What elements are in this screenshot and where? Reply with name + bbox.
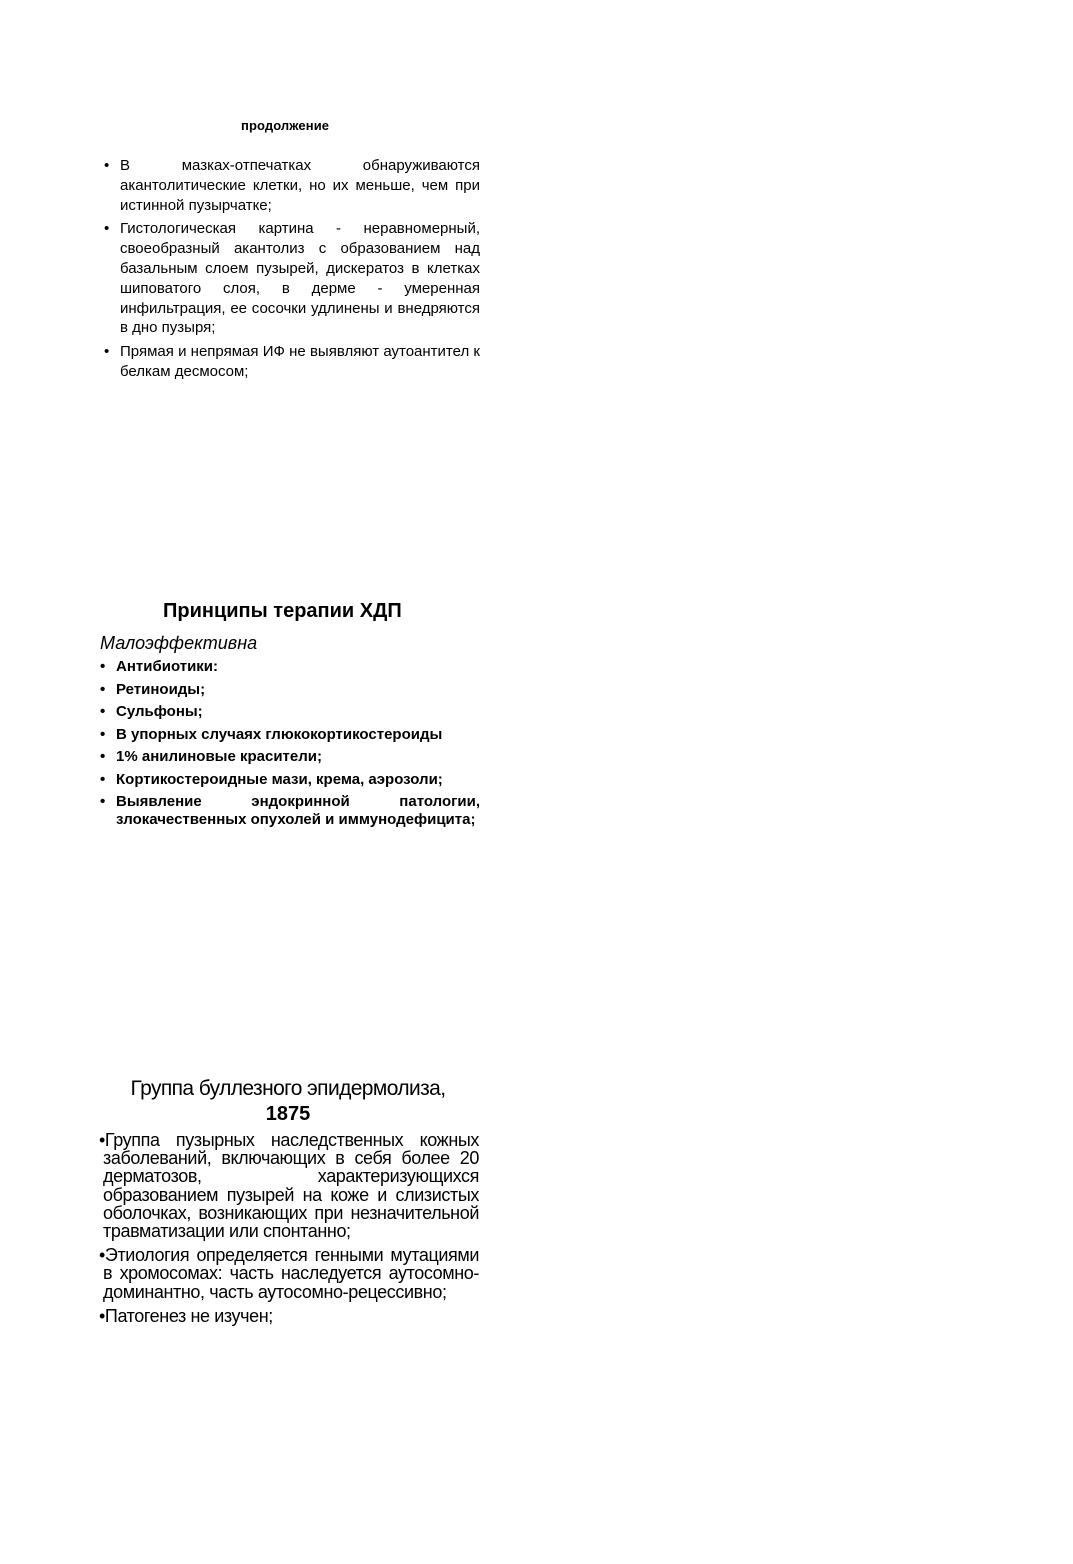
slide-therapy [98, 600, 480, 833]
bullet-list [98, 658, 480, 828]
list-item: • Прямая и непрямая ИФ не выявляют аутоантител к белкам десмосом; [104, 343, 480, 380]
bullet-icon: • [99, 1305, 105, 1326]
bullet-icon: • [104, 157, 110, 174]
list-item: • 1% анилиновые красители; [100, 748, 322, 765]
bullet-icon: • [100, 770, 106, 788]
bullet-icon: • [99, 1130, 105, 1150]
list-item: •Этиология определяется генными мутациями в хромосомах: часть наследуется аутосомно-доминантно, часть аутосомно-рецессивно; [99, 1245, 479, 1302]
bullet-icon: • [100, 658, 106, 675]
list-item: • Выявление эндокринной патологии, злокачественных опухолей и иммунодефицита; [100, 793, 480, 828]
bullet-list [99, 1130, 479, 1326]
bullet-icon: • [99, 1245, 105, 1266]
list-item: • Антибиотики: [100, 658, 219, 675]
bullet-list [98, 156, 480, 382]
slide-epidermolysis [99, 1077, 479, 1331]
bullet-icon: • [100, 703, 106, 720]
bullet-icon: • [100, 748, 106, 765]
list-item: •Патогенез не изучен; [99, 1305, 273, 1326]
slide-continuation [98, 118, 480, 386]
slide-title: Группа буллезного эпидермолиза, [130, 1077, 446, 1100]
slide-heading: продолжение [241, 118, 330, 133]
slide-year: 1875 [265, 1103, 311, 1125]
list-item: • В мазках-отпечатках обнаруживаются акантолитические клетки, но их меньше, чем при истинной пузырчатке; [104, 157, 480, 214]
slide-title: Принципы терапии ХДП [163, 600, 402, 622]
bullet-icon: • [104, 343, 110, 361]
bullet-icon: • [100, 793, 106, 810]
bullet-icon: • [104, 220, 110, 238]
bullet-icon: • [100, 725, 106, 743]
list-item: •Группа пузырных наследственных кожных заболеваний, включающих в себя более 20 дерматозов, характеризующихся образованием пузырей на коже и слизистых оболочках, возникающих при незначительной травматизации или спонтанно; [99, 1130, 479, 1242]
list-item: • Гистологическая картина - неравномерный, своеобразный акантолиз с образованием над базальным слоем пузырей, дискератоз в клетках шиповатого слоя, в дерме - умеренная инфильтрация, ее сосочки удлинены и внедряются в дно пузыря; [104, 220, 480, 337]
slide-subtitle: Малоэффективна [100, 633, 258, 653]
list-item: • Сульфоны; [100, 703, 203, 720]
list-item: • Кортикостероидные мази, крема, аэрозоли; [100, 770, 443, 788]
bullet-icon: • [100, 680, 106, 698]
list-item: • В упорных случаях глюкокортикостероиды [100, 725, 443, 743]
list-item: • Ретиноиды; [100, 680, 206, 698]
